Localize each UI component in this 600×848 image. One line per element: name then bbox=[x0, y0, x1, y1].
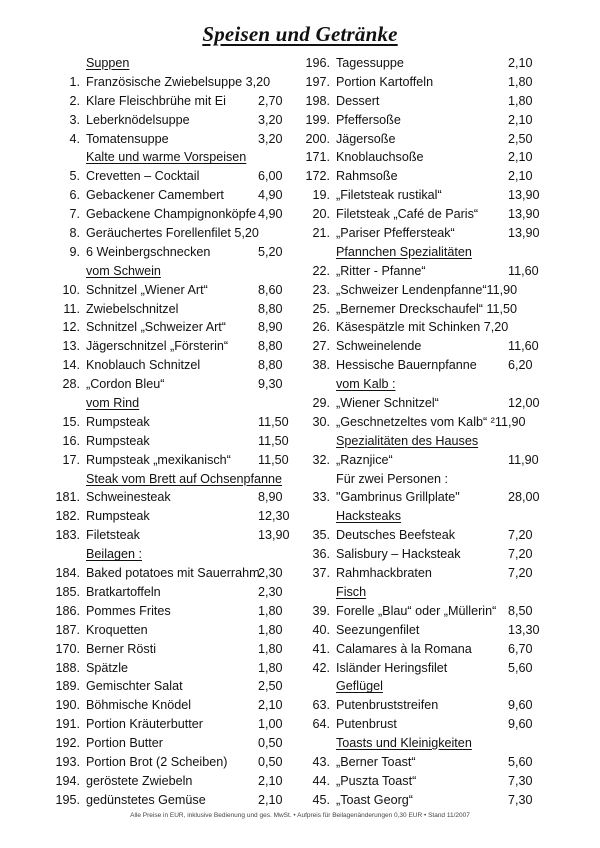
menu-item-number: 40. bbox=[312, 622, 330, 637]
section-heading bbox=[305, 243, 590, 262]
menu-item bbox=[305, 451, 590, 470]
menu-item-number: 182. bbox=[55, 509, 80, 524]
menu-item-number: 63. bbox=[312, 698, 330, 713]
menu-item-number: 194. bbox=[55, 773, 80, 788]
menu-item bbox=[55, 772, 340, 791]
menu-item-number: 12. bbox=[62, 320, 80, 335]
menu-item bbox=[55, 696, 340, 715]
menu-item-number: 183. bbox=[55, 528, 80, 543]
menu-item-number: 181. bbox=[55, 490, 80, 505]
menu-item-price: 2,10 bbox=[258, 773, 283, 788]
menu-item bbox=[305, 300, 590, 319]
menu-item bbox=[55, 734, 340, 753]
menu-item-number: 10. bbox=[62, 282, 80, 297]
menu-item bbox=[305, 791, 590, 810]
menu-item-name: 6 Weinbergschnecken bbox=[86, 244, 211, 259]
menu-item-name: Knoblauchsoße bbox=[336, 150, 424, 165]
menu-item bbox=[55, 602, 340, 621]
menu-item-price: 5,60 bbox=[508, 754, 533, 769]
menu-item-name: Jägersoße bbox=[336, 131, 396, 146]
menu-item-number: 39. bbox=[312, 603, 330, 618]
menu-item-name: Portion Brot (2 Scheiben) bbox=[86, 754, 228, 769]
menu-item-number: 20. bbox=[312, 207, 330, 222]
menu-item-price: 1,80 bbox=[258, 622, 283, 637]
menu-item bbox=[305, 356, 590, 375]
menu-item-price: 2,10 bbox=[258, 792, 283, 807]
menu-item bbox=[305, 488, 590, 507]
menu-item bbox=[55, 167, 340, 186]
menu-item-name: „Ritter - Pfanne“ bbox=[336, 263, 426, 278]
menu-item-number: 3. bbox=[69, 112, 80, 127]
section-heading bbox=[55, 262, 340, 281]
menu-item-name: Jägerschnitzel „Försterin“ bbox=[86, 339, 229, 354]
menu-item-number: 5. bbox=[69, 169, 80, 184]
menu-item-name: Spätzle bbox=[86, 660, 129, 675]
menu-item-number: 19. bbox=[312, 188, 330, 203]
menu-item-number: 22. bbox=[312, 263, 330, 278]
menu-item-name: „Geschnetzeltes vom Kalb“ ²11,90 bbox=[336, 414, 526, 429]
menu-item-name: Rumpsteak bbox=[86, 433, 150, 448]
menu-item-number: 7. bbox=[69, 207, 80, 222]
menu-item-name: Putenbruststreifen bbox=[336, 698, 439, 713]
menu-item bbox=[305, 92, 590, 111]
menu-item-name: Isländer Heringsfilet bbox=[336, 660, 448, 675]
menu-item-name: Portion Kartoffeln bbox=[336, 74, 434, 89]
menu-item-name: Dessert bbox=[336, 93, 380, 108]
menu-item bbox=[305, 54, 590, 73]
menu-item-name: Rahmsoße bbox=[336, 169, 398, 184]
menu-item-name: "Gambrinus Grillplate" bbox=[336, 490, 460, 505]
menu-item bbox=[55, 715, 340, 734]
menu-item-price: 8,80 bbox=[258, 358, 283, 373]
menu-item-name: Pommes Frites bbox=[86, 603, 171, 618]
menu-item bbox=[305, 111, 590, 130]
menu-item-number: 4. bbox=[69, 131, 80, 146]
menu-item-price: 11,60 bbox=[508, 339, 539, 354]
menu-item-price: 8,90 bbox=[258, 320, 283, 335]
menu-item-price: 5,60 bbox=[508, 660, 533, 675]
menu-item-number: 1. bbox=[69, 74, 80, 89]
menu-item-name: Französische Zwiebelsuppe 3,20 bbox=[86, 74, 271, 89]
menu-item-price: 2,50 bbox=[508, 131, 533, 146]
menu-item-price: 13,90 bbox=[508, 207, 540, 222]
menu-item bbox=[55, 432, 340, 451]
menu-item-price: 2,10 bbox=[508, 169, 533, 184]
menu-item-price: 11,50 bbox=[258, 414, 289, 429]
menu-item-number: 32. bbox=[312, 452, 330, 467]
menu-item-name: Gebackener Camembert bbox=[86, 188, 224, 203]
menu-item-number: 184. bbox=[55, 566, 80, 581]
menu-item-number: 36. bbox=[312, 547, 330, 562]
menu-item bbox=[55, 318, 340, 337]
menu-item-price: 4,90 bbox=[258, 207, 283, 222]
menu-item-name: „Schweizer Lendenpfanne“11,90 bbox=[336, 282, 518, 297]
menu-item bbox=[305, 640, 590, 659]
menu-item-number: 192. bbox=[55, 736, 80, 751]
menu-item-number: 189. bbox=[55, 679, 80, 694]
menu-item-price: 2,10 bbox=[508, 112, 533, 127]
menu-item bbox=[305, 772, 590, 791]
menu-item-price: 6,20 bbox=[508, 358, 533, 373]
menu-item bbox=[55, 337, 340, 356]
section-heading bbox=[55, 148, 340, 167]
menu-item bbox=[55, 73, 340, 92]
menu-item-price: 2,30 bbox=[258, 584, 283, 599]
menu-item-name: Böhmische Knödel bbox=[86, 698, 192, 713]
menu-item bbox=[305, 73, 590, 92]
menu-item-price: 13,90 bbox=[508, 226, 540, 241]
menu-item bbox=[55, 583, 340, 602]
menu-item-price: 28,00 bbox=[508, 490, 540, 505]
menu-item-number: 28. bbox=[62, 377, 80, 392]
menu-item-price: 7,20 bbox=[508, 566, 533, 581]
menu-item-name: Filetsteak „Café de Paris“ bbox=[336, 207, 479, 222]
menu-item-number: 33. bbox=[312, 490, 330, 505]
menu-item-price: 2,10 bbox=[258, 698, 283, 713]
section-heading bbox=[55, 470, 340, 489]
menu-item-price: 7,20 bbox=[508, 528, 533, 543]
menu-item bbox=[305, 696, 590, 715]
menu-item-number: 200. bbox=[305, 131, 330, 146]
menu-item-price: 0,50 bbox=[258, 754, 283, 769]
menu-item bbox=[305, 224, 590, 243]
menu-item-price: 3,20 bbox=[258, 112, 283, 127]
menu-item-name: Tomatensuppe bbox=[86, 131, 169, 146]
menu-item-number: 41. bbox=[312, 641, 330, 656]
menu-item-number: 13. bbox=[62, 339, 80, 354]
menu-item bbox=[55, 186, 340, 205]
menu-item-name: Gebackene Champignonköpfe bbox=[86, 207, 257, 222]
menu-item-number: 185. bbox=[55, 584, 80, 599]
menu-item bbox=[55, 281, 340, 300]
menu-item bbox=[55, 300, 340, 319]
menu-item-name: „Cordon Bleu“ bbox=[86, 377, 165, 392]
menu-item-price: 8,80 bbox=[258, 301, 283, 316]
menu-item-name: Calamares à la Romana bbox=[336, 641, 472, 656]
menu-item-name: Deutsches Beefsteak bbox=[336, 528, 456, 543]
menu-item bbox=[305, 659, 590, 678]
menu-item-name: Schweinesteak bbox=[86, 490, 171, 505]
menu-item bbox=[55, 130, 340, 149]
menu-item bbox=[55, 224, 340, 243]
menu-item-price: 12,30 bbox=[258, 509, 290, 524]
menu-item-number: 44. bbox=[312, 773, 330, 788]
menu-item bbox=[55, 488, 340, 507]
menu-item-price: 11,50 bbox=[258, 433, 289, 448]
menu-item-name: gedünstetes Gemüse bbox=[86, 792, 206, 807]
menu-item-price: 1,80 bbox=[258, 660, 283, 675]
menu-item-name: Seezungenfilet bbox=[336, 622, 420, 637]
menu-item-price: 3,20 bbox=[258, 131, 283, 146]
menu-item bbox=[305, 337, 590, 356]
menu-item bbox=[55, 791, 340, 810]
section-heading-label: Geflügel bbox=[336, 679, 383, 694]
menu-item-number: 188. bbox=[55, 660, 80, 675]
menu-item bbox=[55, 677, 340, 696]
menu-item bbox=[55, 356, 340, 375]
menu-item-name: Berner Rösti bbox=[86, 641, 156, 656]
menu-item-number: 29. bbox=[312, 396, 330, 411]
menu-item bbox=[305, 621, 590, 640]
menu-item bbox=[55, 659, 340, 678]
menu-item bbox=[305, 148, 590, 167]
menu-item bbox=[55, 451, 340, 470]
menu-item bbox=[305, 318, 590, 337]
section-heading bbox=[55, 545, 340, 564]
menu-item bbox=[55, 621, 340, 640]
menu-item-number: 27. bbox=[312, 339, 330, 354]
menu-item-price: 9,30 bbox=[258, 377, 283, 392]
menu-item-price: 11,90 bbox=[508, 452, 539, 467]
menu-item bbox=[55, 640, 340, 659]
menu-column-right bbox=[305, 54, 590, 810]
menu-item-number: 16. bbox=[62, 433, 80, 448]
menu-item-number: 2. bbox=[69, 93, 80, 108]
menu-item-number: 11. bbox=[63, 301, 80, 316]
menu-item-price: 4,90 bbox=[258, 188, 283, 203]
menu-item-price: 6,00 bbox=[258, 169, 283, 184]
menu-item-name: Kroquetten bbox=[86, 622, 148, 637]
page-title: Speisen und Getränke bbox=[202, 22, 398, 46]
menu-item-name: Crevetten – Cocktail bbox=[86, 169, 200, 184]
menu-item-number: 170. bbox=[55, 641, 80, 656]
menu-item-number: 8. bbox=[69, 226, 80, 241]
menu-item bbox=[55, 243, 340, 262]
menu-item-number: 187. bbox=[55, 622, 80, 637]
menu-item-number: 37. bbox=[312, 566, 330, 581]
menu-item bbox=[55, 564, 340, 583]
section-heading bbox=[305, 583, 590, 602]
menu-item-name: Portion Butter bbox=[86, 736, 164, 751]
menu-item-name: Bratkartoffeln bbox=[86, 584, 161, 599]
menu-item-name: Portion Kräuterbutter bbox=[86, 717, 203, 732]
menu-item-name: Zwiebelschnitzel bbox=[86, 301, 179, 316]
menu-item-price: 1,00 bbox=[258, 717, 283, 732]
menu-item-price: 5,20 bbox=[258, 244, 283, 259]
menu-item-number: 193. bbox=[55, 754, 80, 769]
menu-item-price: 7,30 bbox=[508, 773, 533, 788]
section-heading-label: vom Rind bbox=[86, 396, 140, 411]
menu-item bbox=[305, 167, 590, 186]
menu-item-name: Filetsteak bbox=[86, 528, 140, 543]
menu-item-price: 1,80 bbox=[258, 641, 283, 656]
menu-item-number: 9. bbox=[69, 244, 80, 259]
menu-item-price: 8,90 bbox=[258, 490, 283, 505]
menu-item-price: 8,50 bbox=[508, 603, 533, 618]
menu-item-name: Leberknödelsuppe bbox=[86, 112, 190, 127]
menu-item-number: 171. bbox=[305, 150, 330, 165]
menu-item-name: „Puszta Toast“ bbox=[336, 773, 417, 788]
menu-item bbox=[305, 262, 590, 281]
section-heading-label: Kalte und warme Vorspeisen bbox=[86, 150, 247, 165]
menu-item-name: Rumpsteak bbox=[86, 414, 150, 429]
menu-item bbox=[55, 526, 340, 545]
menu-item-price: 11,50 bbox=[258, 452, 289, 467]
menu-item-name: Knoblauch Schnitzel bbox=[86, 358, 201, 373]
menu-item-number: 17. bbox=[62, 452, 80, 467]
menu-item-price: 2,10 bbox=[508, 56, 533, 70]
menu-item-name: Schnitzel „Wiener Art“ bbox=[86, 282, 208, 297]
menu-item-name: „Wiener Schnitzel“ bbox=[336, 396, 439, 411]
menu-item bbox=[55, 92, 340, 111]
menu-item-price: 13,90 bbox=[258, 528, 290, 543]
menu-item-name: Geräuchertes Forellenfilet 5,20 bbox=[86, 226, 259, 241]
menu-item-name: Pfeffersoße bbox=[336, 112, 401, 127]
section-heading bbox=[55, 54, 340, 73]
section-heading-label: Pfannchen Spezialitäten bbox=[336, 244, 472, 259]
section-heading-label: Fisch bbox=[336, 584, 367, 599]
section-heading-label: Spezialitäten des Hauses bbox=[336, 433, 479, 448]
section-heading-label: Steak vom Brett auf Ochsenpfanne bbox=[86, 471, 283, 486]
menu-item-number: 15. bbox=[62, 414, 80, 429]
menu-item-name: Rumpsteak „mexikanisch“ bbox=[86, 452, 231, 467]
menu-item-name: Schnitzel „Schweizer Art“ bbox=[86, 320, 226, 335]
menu-item bbox=[55, 375, 340, 394]
menu-item-price: 13,90 bbox=[508, 188, 540, 203]
menu-item-price: 8,80 bbox=[258, 339, 283, 354]
menu-item-name: Käsespätzle mit Schinken 7,20 bbox=[336, 320, 509, 335]
menu-item-name: „Filetsteak rustikal“ bbox=[336, 188, 442, 203]
menu-item-price: 2,70 bbox=[258, 93, 283, 108]
section-heading bbox=[55, 394, 340, 413]
section-heading-label: vom Schwein bbox=[86, 263, 161, 278]
menu-item-number: 190. bbox=[55, 698, 80, 713]
menu-item-number: 195. bbox=[55, 792, 80, 807]
menu-item-number: 25. bbox=[312, 301, 330, 316]
section-heading-label: Hacksteaks bbox=[336, 509, 402, 524]
menu-item-name: Klare Fleischbrühe mit Ei bbox=[86, 93, 226, 108]
section-heading bbox=[305, 507, 590, 526]
menu-item-name: „Pariser Pfeffersteak“ bbox=[336, 226, 455, 241]
menu-item bbox=[305, 545, 590, 564]
menu-item-number: 35. bbox=[312, 528, 330, 543]
price-footnote: Alle Preise in EUR, inklusive Bedienung und ges. MwSt. • Aufpreis für Beilagenänderungen 0,30 EUR • Stand 11/2007 bbox=[130, 812, 470, 819]
menu-item bbox=[55, 111, 340, 130]
menu-item-number: 6. bbox=[69, 188, 80, 203]
section-heading bbox=[305, 677, 590, 696]
menu-item-number: 197. bbox=[305, 74, 330, 89]
menu-item-number: 43. bbox=[312, 754, 330, 769]
menu-item-number: 38. bbox=[312, 358, 330, 373]
menu-item bbox=[305, 526, 590, 545]
menu-item bbox=[305, 753, 590, 772]
menu-item-name: Gemischter Salat bbox=[86, 679, 183, 694]
menu-item-number: 26. bbox=[312, 320, 330, 335]
menu-item-price: 1,80 bbox=[508, 93, 533, 108]
section-heading bbox=[305, 432, 590, 451]
menu-item bbox=[305, 394, 590, 413]
menu-item-price: 1,80 bbox=[508, 74, 533, 89]
menu-column-left bbox=[55, 54, 340, 810]
menu-item-price: 2,50 bbox=[258, 679, 283, 694]
menu-item bbox=[55, 205, 340, 224]
menu-item-name: „Raznjice“ bbox=[336, 452, 393, 467]
section-heading-label: Beilagen : bbox=[86, 547, 143, 562]
menu-item-price: 9,60 bbox=[508, 698, 533, 713]
menu-item-price: 2,10 bbox=[508, 150, 533, 165]
menu-item-name: Schweinelende bbox=[336, 339, 422, 354]
menu-item bbox=[305, 186, 590, 205]
menu-item-price: 8,60 bbox=[258, 282, 283, 297]
menu-item-number: 30. bbox=[312, 414, 330, 429]
menu-item-price: 13,30 bbox=[508, 622, 540, 637]
menu-item bbox=[305, 602, 590, 621]
menu-item-price: 2,30 bbox=[258, 566, 283, 581]
menu-item bbox=[55, 753, 340, 772]
section-heading bbox=[305, 375, 590, 394]
menu-item-number: 45. bbox=[312, 792, 330, 807]
menu-item bbox=[305, 281, 590, 300]
menu-item-number: 64. bbox=[312, 717, 330, 732]
menu-item-price: 12,00 bbox=[508, 396, 540, 411]
menu-item-price: 11,60 bbox=[508, 263, 539, 278]
menu-item-name: „Berner Toast“ bbox=[336, 754, 416, 769]
section-heading-label: Für zwei Personen : bbox=[336, 471, 448, 486]
menu-item-number: 21. bbox=[312, 226, 330, 241]
menu-item-name: „Toast Georg“ bbox=[336, 792, 413, 807]
menu-item-price: 6,70 bbox=[508, 641, 533, 656]
menu-item-price: 1,80 bbox=[258, 603, 283, 618]
menu-item-name: Forelle „Blau“ oder „Müllerin“ bbox=[336, 603, 497, 618]
menu-item-name: Rahmhackbraten bbox=[336, 566, 432, 581]
menu-item-price: 0,50 bbox=[258, 736, 283, 751]
menu-item-price: 7,20 bbox=[508, 547, 533, 562]
menu-item-name: Baked potatoes mit Sauerrahm bbox=[86, 566, 260, 581]
menu-item bbox=[305, 715, 590, 734]
menu-item bbox=[55, 413, 340, 432]
menu-item bbox=[305, 564, 590, 583]
menu-item-number: 14. bbox=[62, 358, 80, 373]
menu-item bbox=[305, 130, 590, 149]
section-note bbox=[305, 470, 590, 489]
menu-item-name: Hessische Bauernpfanne bbox=[336, 358, 477, 373]
menu-item-name: Putenbrust bbox=[336, 717, 397, 732]
menu-item-name: Tagessuppe bbox=[336, 56, 404, 70]
menu-item-number: 42. bbox=[312, 660, 330, 675]
menu-item-price: 7,30 bbox=[508, 792, 533, 807]
menu-item bbox=[305, 413, 590, 432]
menu-item-name: Rumpsteak bbox=[86, 509, 150, 524]
menu-item-number: 186. bbox=[55, 603, 80, 618]
section-heading bbox=[305, 734, 590, 753]
menu-item-number: 172. bbox=[305, 169, 330, 184]
section-heading-label: Toasts und Kleinigkeiten bbox=[336, 736, 472, 751]
section-heading-label: vom Kalb : bbox=[336, 377, 396, 392]
menu-item-number: 196. bbox=[305, 56, 330, 70]
menu-item-number: 198. bbox=[305, 93, 330, 108]
menu-item-name: geröstete Zwiebeln bbox=[86, 773, 193, 788]
menu-item-price: 9,60 bbox=[508, 717, 533, 732]
menu-item-number: 23. bbox=[312, 282, 330, 297]
menu-item-number: 199. bbox=[305, 112, 330, 127]
menu-item bbox=[55, 507, 340, 526]
menu-item bbox=[305, 205, 590, 224]
section-heading-label: Suppen bbox=[86, 56, 130, 70]
menu-item-name: „Bernemer Dreckschaufel“ 11,50 bbox=[336, 301, 518, 316]
menu-item-number: 191. bbox=[55, 717, 80, 732]
menu-item-name: Salisbury – Hacksteak bbox=[336, 547, 461, 562]
